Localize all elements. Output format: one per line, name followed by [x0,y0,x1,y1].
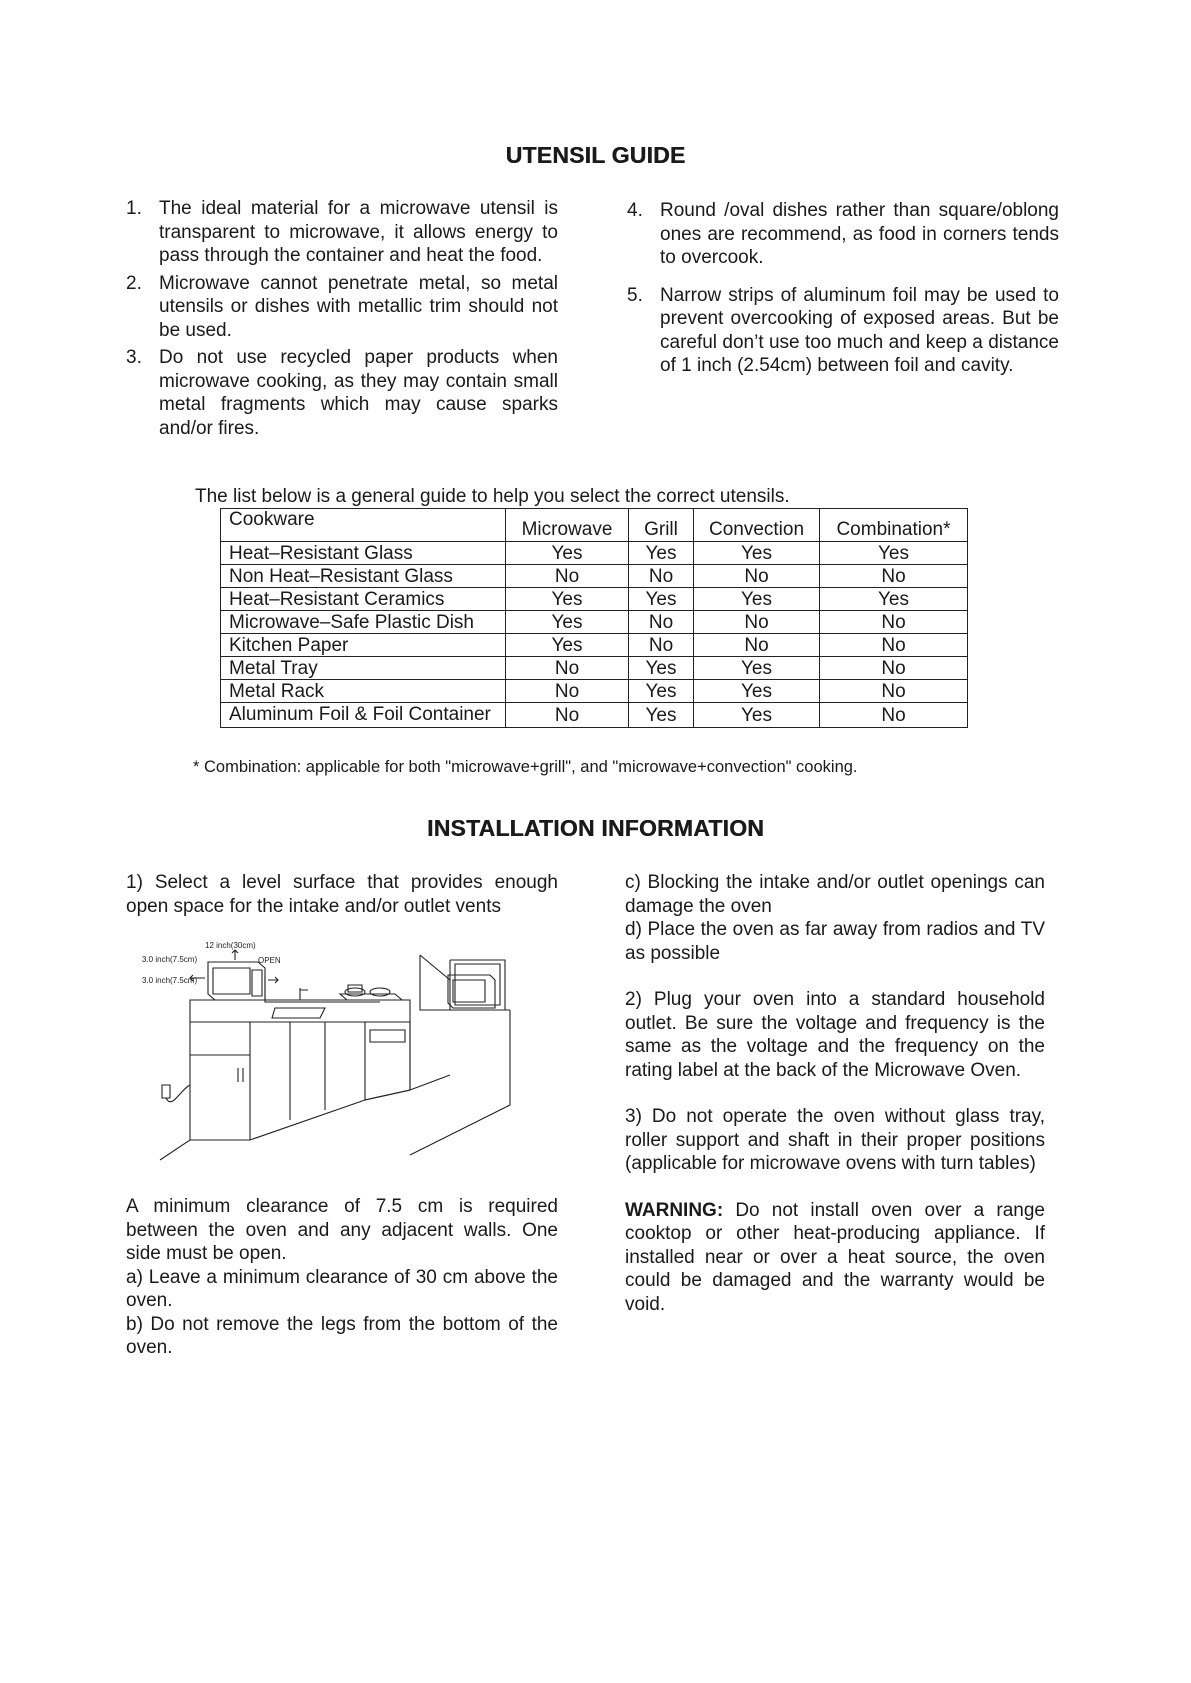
table-footnote: * Combination: applicable for both "microwave+grill", and "microwave+convection" cooking. [193,758,858,776]
item-number: 1. [126,198,142,219]
installation-left-top [126,871,558,918]
installation-left-bottom [126,1195,558,1360]
utensil-item [627,284,1059,378]
header-convection: Convection [694,509,820,542]
cell-cookware: Microwave–Safe Plastic Dish [221,611,506,634]
cell-combination: No [820,703,968,728]
select-surface-text: 1) Select a level surface that provides enough open space for the intake and/or outlet vents [126,872,558,917]
cell-combination: No [820,657,968,680]
cell-microwave: Yes [506,588,629,611]
cell-microwave: Yes [506,542,629,565]
table-intro: The list below is a general guide to help you select the correct utensils. [195,486,790,507]
item-number: 5. [627,284,643,306]
utensil-item [126,346,558,440]
glass-tray-text: 3) Do not operate the oven without glass tray, roller support and shaft in their proper positions (applicable for microwave ovens with turn tables) [625,1106,1045,1174]
item-text: Narrow strips of aluminum foil may be used to prevent overcooking of exposed areas. But be careful don’t use too much and keep a distance of 1 inch (2.54cm) between foil and cavity. [660,284,1059,376]
cell-cookware: Aluminum Foil & Foil Container [221,703,506,728]
cell-convection: Yes [694,657,820,680]
table-row [221,611,968,634]
kitchen-diagram [142,941,570,1165]
table-row [221,588,968,611]
header-cookware: Cookware [221,509,506,542]
cell-combination: No [820,565,968,588]
cell-microwave: No [506,703,629,728]
clearance-text: A minimum clearance of 7.5 cm is required between the oven and any adjacent walls. One side must be open. [126,1196,558,1264]
cell-microwave: No [506,565,629,588]
cell-cookware: Heat–Resistant Glass [221,542,506,565]
legs-text: b) Do not remove the legs from the bottom of the oven. [126,1313,558,1358]
table-row [221,680,968,703]
cell-microwave: No [506,680,629,703]
cell-convection: No [694,634,820,657]
cell-combination: No [820,680,968,703]
header-combination: Combination* [820,509,968,542]
label-side-clearance-1: 3.0 inch(7.5cm) [142,955,198,964]
cell-cookware: Kitchen Paper [221,634,506,657]
cell-grill: Yes [629,703,694,728]
cell-combination: Yes [820,588,968,611]
cell-microwave: Yes [506,611,629,634]
cell-grill: Yes [629,657,694,680]
cell-microwave: Yes [506,634,629,657]
cell-grill: Yes [629,588,694,611]
cell-grill: No [629,634,694,657]
cell-combination: No [820,611,968,634]
cell-convection: Yes [694,703,820,728]
cell-microwave: No [506,657,629,680]
utensil-table [220,508,968,728]
item-text: Do not use recycled paper products when microwave cooking, as they may contain small metal fragments which may cause sparks and/or fires. [159,347,558,439]
cell-combination: No [820,634,968,657]
table-row [221,634,968,657]
cell-combination: Yes [820,542,968,565]
label-open-side: OPEN [258,956,281,965]
cell-grill: No [629,611,694,634]
item-text: Round /oval dishes rather than square/oblong ones are recommend, as food in corners tends to overcook. [660,200,1059,268]
utensil-item [126,272,558,343]
item-text: Microwave cannot penetrate metal, so metal utensils or dishes with metallic trim should not be used. [159,272,558,341]
cell-cookware: Metal Rack [221,680,506,703]
warning-text [625,1199,1045,1317]
cell-convection: Yes [694,542,820,565]
blocking-text: c) Blocking the intake and/or outlet openings can damage the oven [625,872,1045,917]
utensil-guide-title: UTENSIL GUIDE [505,142,686,168]
header-grill: Grill [629,509,694,542]
table-header-row [221,509,968,542]
utensil-list-left [126,197,558,444]
cell-grill: No [629,565,694,588]
plug-text: 2) Plug your oven into a standard household outlet. Be sure the voltage and frequency is the same as the voltage and the frequency on the rating label at the back of the Microwave Oven. [625,989,1045,1081]
warning-label: WARNING: [625,1199,724,1221]
table-row [221,657,968,680]
radio-tv-text: d) Place the oven as far away from radios and TV as possible [625,919,1045,964]
cell-convection: Yes [694,680,820,703]
item-number: 3. [126,347,142,368]
cell-convection: No [694,611,820,634]
label-top-clearance: 12 inch(30cm) [205,941,256,950]
label-side-clearance-2: 3.0 inch(7.5cm) [142,976,198,985]
item-text: The ideal material for a microwave utensil is transparent to microwave, it allows energy to pass through the container and heat the food. [159,198,558,266]
utensil-item [627,199,1059,270]
utensil-item [126,197,558,268]
cell-convection: Yes [694,588,820,611]
installation-title: INSTALLATION INFORMATION [427,815,764,841]
clearance-above-text: a) Leave a minimum clearance of 30 cm above the oven. [126,1266,558,1311]
utensil-list-right [627,199,1059,382]
table-row [221,542,968,565]
cell-grill: Yes [629,542,694,565]
table-row [221,565,968,588]
header-microwave: Microwave [506,509,629,542]
installation-right [625,871,1045,1316]
cell-cookware: Heat–Resistant Ceramics [221,588,506,611]
item-number: 2. [126,272,142,294]
cell-cookware: Non Heat–Resistant Glass [221,565,506,588]
item-number: 4. [627,200,643,221]
table-row [221,703,968,728]
warning-body: Do not install oven over a range cooktop or other heat-producing appliance. If installed near or over a heat source, the oven could be damaged and the warranty would be void. [625,1199,1045,1315]
cell-cookware: Metal Tray [221,657,506,680]
cell-grill: Yes [629,680,694,703]
cell-convection: No [694,565,820,588]
installation-illustration [142,941,570,1165]
